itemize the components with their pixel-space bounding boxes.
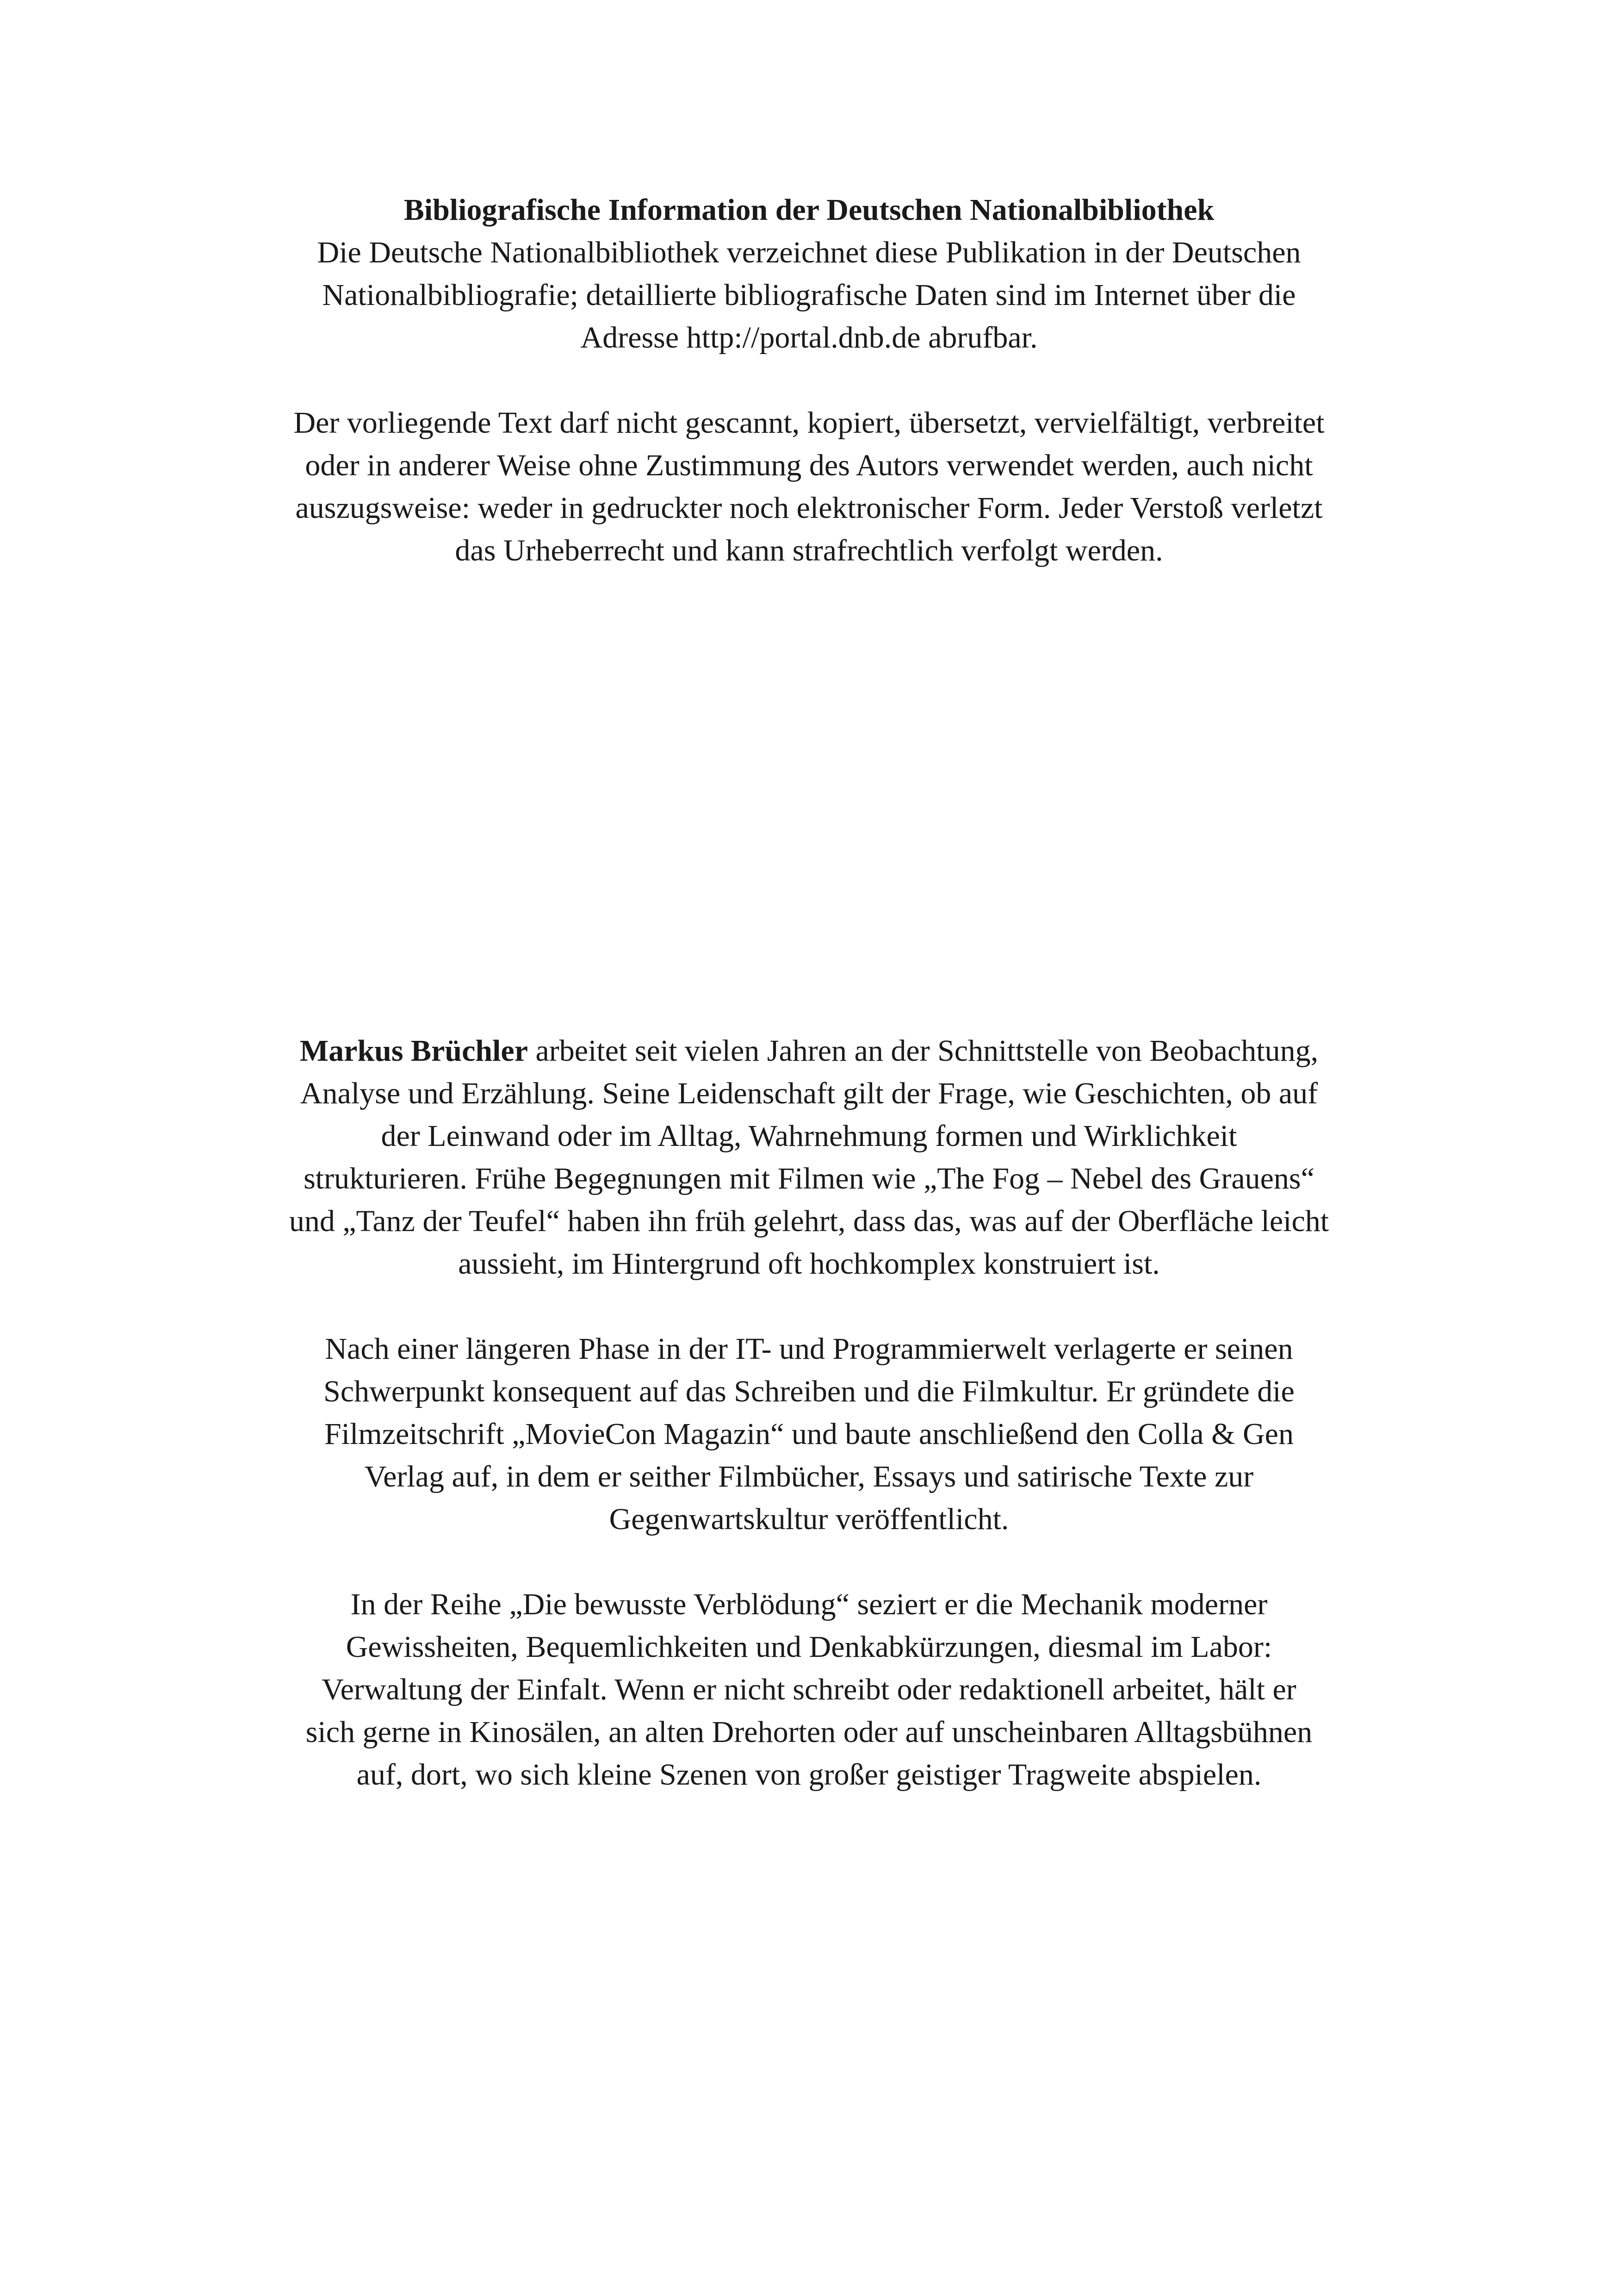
author-bio-line: aussieht, im Hintergrund oft hochkomplex konstruiert ist. (458, 1247, 1160, 1281)
paragraph-spacer (0, 1541, 1618, 1583)
author-bio-text: arbeitet seit vielen Jahren an der Schnittstelle von Beobachtung, (528, 1034, 1319, 1068)
author-bio-line (0, 1030, 1618, 1072)
imprint-heading: Bibliografische Information der Deutschen Nationalbibliothek (403, 193, 1215, 227)
author-career-line: Filmzeitschrift „MovieCon Magazin“ und baute anschließend den Colla & Gen (324, 1417, 1294, 1451)
author-bio-section (0, 1030, 1618, 1796)
author-name: Markus Brüchler (299, 1034, 528, 1068)
copyright-notice-line: das Urheberrecht und kann strafrechtlich verfolgt werden. (455, 534, 1163, 567)
author-bio-line: Analyse und Erzählung. Seine Leidenschaft gilt der Frage, wie Geschichten, ob auf (300, 1076, 1318, 1110)
author-bio-line: und „Tanz der Teufel“ haben ihn früh gelehrt, dass das, was auf der Oberfläche leicht (289, 1204, 1329, 1238)
author-series-line: In der Reihe „Die bewusste Verblödung“ seziert er die Mechanik moderner (350, 1587, 1268, 1621)
paragraph-spacer (0, 359, 1618, 402)
imprint-section (0, 189, 1618, 572)
dnb-notice-line: Adresse http://portal.dnb.de abrufbar. (580, 321, 1038, 355)
author-career-line: Nach einer längeren Phase in der IT- und Programmierwelt verlagerte er seinen (325, 1332, 1293, 1366)
author-career-line: Schwerpunkt konsequent auf das Schreiben und die Filmkultur. Er gründete die (323, 1375, 1295, 1408)
copyright-notice-line: Der vorliegende Text darf nicht gescannt, kopiert, übersetzt, vervielfältigt, verbreitet (293, 406, 1325, 440)
author-series-line: Gewissheiten, Bequemlichkeiten und Denkabkürzungen, diesmal im Labor: (346, 1630, 1272, 1664)
copyright-notice-line: auszugsweise: weder in gedruckter noch elektronischer Form. Jeder Verstoß verletzt (295, 491, 1323, 525)
author-bio-line: strukturieren. Frühe Begegnungen mit Filmen wie „The Fog – Nebel des Grauens“ (304, 1162, 1314, 1195)
author-series-line: sich gerne in Kinosälen, an alten Drehorten oder auf unscheinbaren Alltagsbühnen (305, 1715, 1313, 1749)
paragraph-spacer (0, 1285, 1618, 1328)
author-bio-line: der Leinwand oder im Alltag, Wahrnehmung formen und Wirklichkeit (381, 1119, 1237, 1153)
author-series-line: auf, dort, wo sich kleine Szenen von großer geistiger Tragweite abspielen. (356, 1758, 1262, 1792)
author-career-line: Gegenwartskultur veröffentlicht. (609, 1502, 1009, 1536)
author-career-line: Verlag auf, in dem er seither Filmbücher, Essays und satirische Texte zur (364, 1460, 1254, 1493)
dnb-notice-line: Die Deutsche Nationalbibliothek verzeichnet diese Publikation in der Deutschen (317, 236, 1301, 269)
author-series-line: Verwaltung der Einfalt. Wenn er nicht schreibt oder redaktionell arbeitet, hält er (322, 1673, 1296, 1706)
copyright-notice-line: oder in anderer Weise ohne Zustimmung des Autors verwendet werden, auch nicht (305, 448, 1313, 482)
dnb-notice-line: Nationalbibliografie; detaillierte bibliografische Daten sind im Internet über die (322, 278, 1296, 312)
